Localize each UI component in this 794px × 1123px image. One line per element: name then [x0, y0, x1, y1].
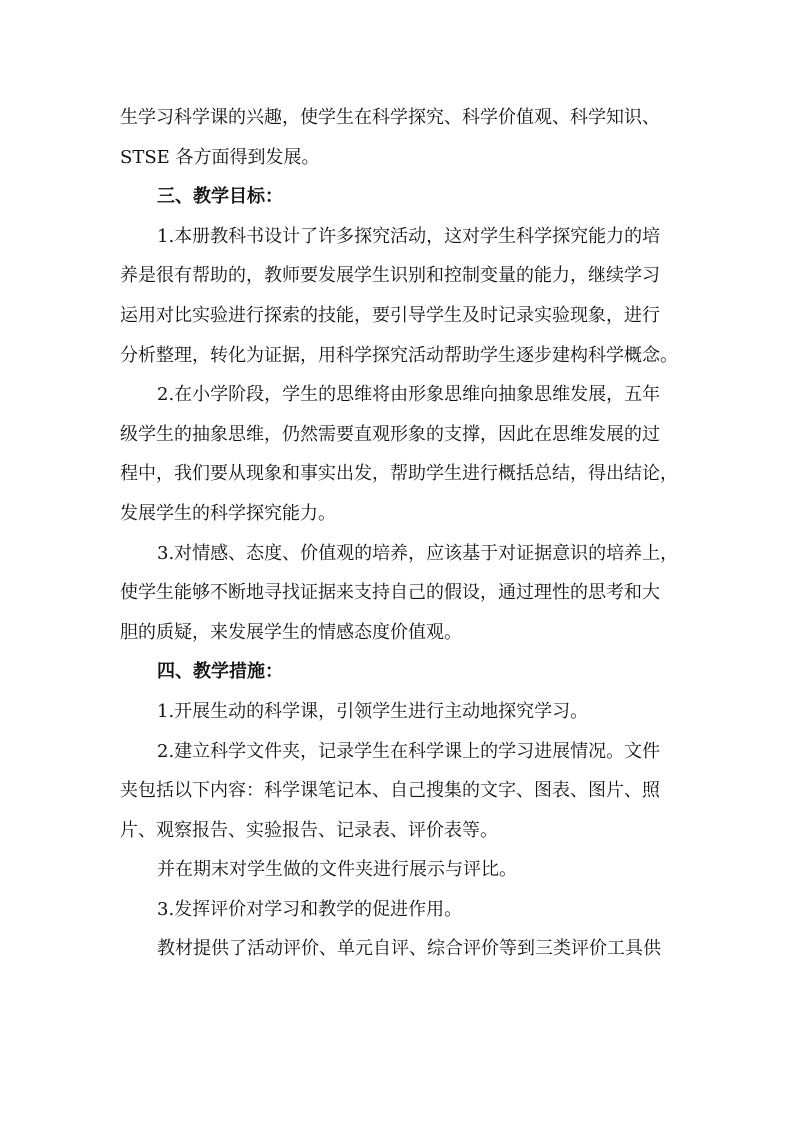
paragraph-line: 教材提供了活动评价、单元自评、综合评价等到三类评价工具供 [157, 938, 661, 960]
paragraph-line: 1.开展生动的科学课，引领学生进行主动地探究学习。 [157, 700, 589, 722]
paragraph-line: 夹包括以下内容：科学课笔记本、自己搜集的文字、图表、图片、照 [120, 780, 660, 802]
paragraph-line: 生学习科学课的兴趣，使学生在科学探究、科学价值观、科学知识、 [120, 107, 660, 128]
section-heading-teaching-measures: 四、教学措施： [157, 661, 283, 683]
paragraph-line: 级学生的抽象思维，仍然需要直观形象的支撑，因此在思维发展的过 [120, 423, 660, 445]
paragraph-line: 分析整理，转化为证据，用科学探究活动帮助学生逐步建构科学概念。 [120, 344, 678, 366]
paragraph-line: 3.对情感、态度、价值观的培养，应该基于对证据意识的培养上， [157, 542, 679, 564]
paragraph-line: 3.发挥评价对学习和教学的促进作用。 [157, 898, 463, 920]
paragraph-line: 程中，我们要从现象和事实出发，帮助学生进行概括总结，得出结论， [120, 463, 678, 485]
paragraph-line: 胆的质疑，来发展学生的情感态度价值观。 [120, 621, 462, 643]
paragraph-line: 运用对比实验进行探索的技能，要引导学生及时记录实验现象，进行 [120, 304, 660, 326]
paragraph-line: 使学生能够不断地寻找证据来支持自己的假设，通过理性的思考和大 [120, 582, 660, 604]
paragraph-line: 2.在小学阶段，学生的思维将由形象思维向抽象思维发展，五年 [157, 384, 661, 406]
paragraph-line: 并在期末对学生做的文件夹进行展示与评比。 [157, 859, 517, 881]
paragraph-line: 1.本册教科书设计了许多探究活动，这对学生科学探究能力的培 [157, 225, 661, 247]
paragraph-line: STSE 各方面得到发展。 [120, 146, 320, 168]
paragraph-line: 片、观察报告、实验报告、记录表、评价表等。 [120, 819, 498, 841]
section-heading-teaching-goals: 三、教学目标： [157, 186, 283, 208]
paragraph-line: 发展学生的科学探究能力。 [120, 502, 336, 524]
paragraph-line: 2.建立科学文件夹，记录学生在科学课上的学习进展情况。文件 [157, 740, 661, 762]
paragraph-line: 养是很有帮助的，教师要发展学生识别和控制变量的能力，继续学习 [120, 265, 660, 287]
document-body [120, 98, 694, 969]
